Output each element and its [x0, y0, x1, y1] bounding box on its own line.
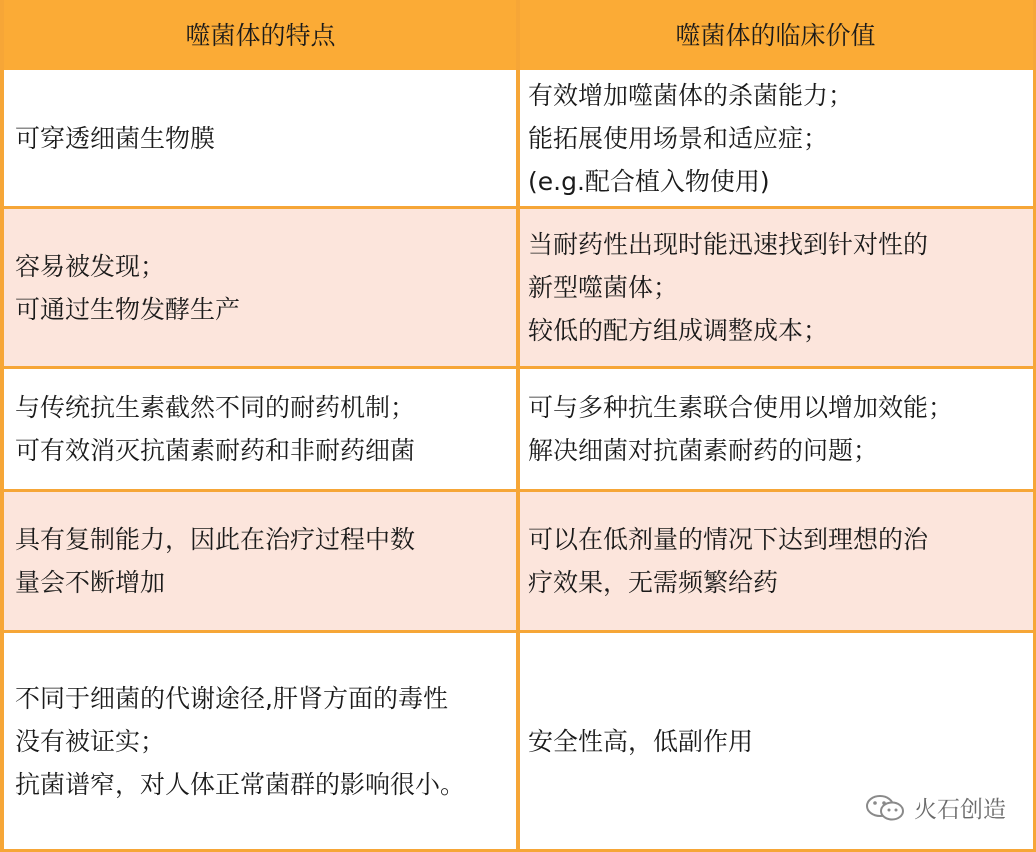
cell-line: 解决细菌对抗菌素耐药的问题；	[528, 436, 879, 465]
cell-line: 新型噬菌体；	[528, 273, 679, 302]
cell-line: 量会不断增加	[15, 568, 166, 597]
table-cell-left	[0, 369, 518, 492]
cell-line: 可有效消灭抗菌素耐药和非耐药细菌	[15, 436, 416, 465]
cell-line: 容易被发现；	[15, 251, 166, 281]
table-cell-right	[518, 209, 1036, 369]
table-cell-right	[518, 70, 1036, 209]
cell-line: 有效增加噬菌体的杀菌能力；	[528, 80, 854, 110]
header-clinical-value	[518, 0, 1036, 70]
table-cell-right	[518, 492, 1036, 633]
table-cell-left	[0, 633, 518, 852]
cell-line: 可通过生物发酵生产	[15, 294, 241, 324]
cell-line: 可以在低剂量的情况下达到理想的治	[528, 525, 929, 554]
cell-line: 可与多种抗生素联合使用以增加效能；	[528, 393, 954, 422]
header-clinical-value-label: 噬菌体的临床价值	[675, 20, 876, 50]
wechat-icon	[864, 793, 908, 823]
cell-line: 具有复制能力，因此在治疗过程中数	[15, 525, 416, 554]
table-cell-left	[0, 209, 518, 369]
cell-line: 能拓展使用场景和适应症；	[528, 123, 829, 153]
header-features-label: 噬菌体的特点	[185, 20, 336, 50]
watermark-text: 火石创造	[914, 797, 1006, 823]
watermark	[864, 791, 1006, 824]
cell-line: 当耐药性出现时能迅速找到针对性的	[528, 230, 929, 259]
cell-line: 没有被证实；	[15, 726, 166, 756]
cell-line: 疗效果，无需频繁给药	[528, 568, 779, 597]
cell-line: 抗菌谱窄，对人体正常菌群的影响很小。	[15, 769, 466, 799]
table-cell-right	[518, 369, 1036, 492]
table-cell-left	[0, 492, 518, 633]
cell-line: 不同于细菌的代谢途径,肝肾方面的毒性	[15, 683, 448, 713]
cell-line: 与传统抗生素截然不同的耐药机制；	[15, 393, 416, 422]
cell-line: 安全性高，低副作用	[528, 726, 754, 756]
table-cell-left	[0, 70, 518, 209]
cell-line: 较低的配方组成调整成本；	[528, 316, 829, 345]
header-features	[0, 0, 518, 70]
cell-line: (e.g.配合植入物使用)	[528, 166, 770, 196]
cell-line: 可穿透细菌生物膜	[15, 123, 216, 153]
